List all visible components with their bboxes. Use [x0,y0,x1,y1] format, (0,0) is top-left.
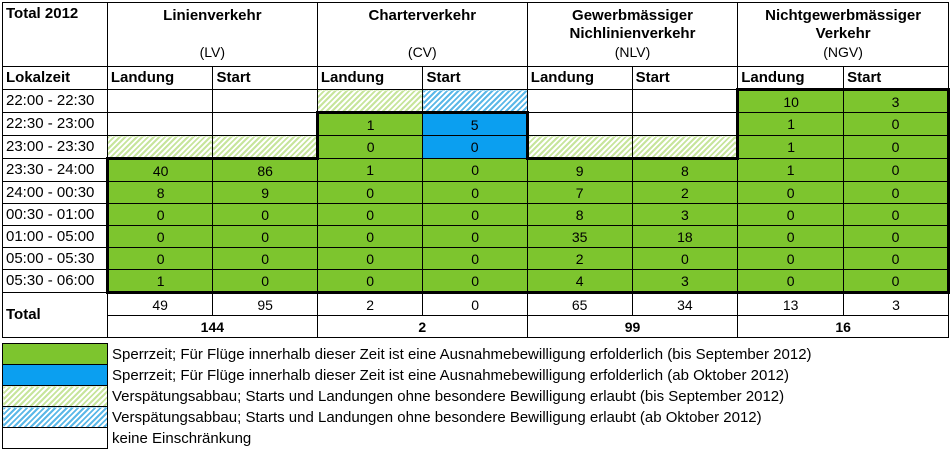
table-cell: 7 [527,182,632,204]
table-cell [632,90,738,113]
table-cell: 0 [423,270,527,293]
table-cell: 0 [844,182,949,204]
table-row [3,182,949,204]
category-lv [107,3,317,67]
table-cell: 0 [317,248,423,270]
time-slot: 05:30 - 06:00 [3,270,108,293]
table-cell [107,113,213,136]
category-cv [317,3,527,67]
category-cv-abbr: (CV) [407,44,437,60]
table-cell: 8 [527,204,632,226]
table-row [3,204,949,226]
table-cell: 0 [844,113,949,136]
table-cell [527,113,632,136]
table-cell [213,90,317,113]
table-cell: 0 [107,248,213,270]
table-row [3,270,949,293]
table-cell: 3 [632,270,738,293]
time-slot: 22:30 - 23:00 [3,113,108,136]
time-slot: 01:00 - 05:00 [3,226,108,248]
table-cell: 9 [213,182,317,204]
table-row [3,113,949,136]
sum-ngv: 16 [738,316,949,338]
table-cell: 5 [423,113,527,136]
table-cell: 0 [107,226,213,248]
legend-item [3,386,813,407]
table-cell: 8 [107,182,213,204]
table-cell [632,136,738,159]
legend-text: keine Einschränkung [112,429,252,447]
table-cell: 0 [213,248,317,270]
table-cell: 0 [423,204,527,226]
table-cell [423,90,527,113]
time-slot: 00:30 - 01:00 [3,204,108,226]
category-ngv-name: Nichtgewerbmässiger Verkehr [765,7,922,42]
legend-item [3,407,813,428]
table-cell: 0 [423,159,527,182]
legend-swatch-hatched-green [3,386,108,407]
table-cell: 0 [423,248,527,270]
table-cell [107,136,213,159]
total-cell: 2 [317,293,423,316]
column-header-start: Start [213,67,317,90]
sum-cv: 2 [317,316,527,338]
table-cell [527,136,632,159]
table-cell: 3 [632,204,738,226]
table-cell: 35 [527,226,632,248]
table-cell: 3 [844,90,949,113]
table-cell: 0 [632,248,738,270]
category-lv-name: Linienverkehr [163,7,262,24]
table-cell: 0 [844,226,949,248]
table-cell: 10 [738,90,844,113]
column-header-start: Start [632,67,738,90]
table-cell: 1 [738,136,844,159]
column-header-landung: Landung [107,67,213,90]
table-cell: 0 [738,248,844,270]
table-row [3,159,949,182]
legend-swatch-hatched-blue [3,407,108,428]
sum-lv: 144 [107,316,317,338]
legend-item [3,428,813,449]
legend-swatch-white [3,428,108,449]
table-cell: 0 [317,136,423,159]
table-cell [213,136,317,159]
total-cell: 95 [213,293,317,316]
table-cell: 1 [107,270,213,293]
table-cell: 0 [738,182,844,204]
legend [2,343,813,449]
table-cell: 0 [844,159,949,182]
table-cell [317,90,423,113]
column-header-landung: Landung [527,67,632,90]
table-cell: 0 [213,204,317,226]
column-header-start: Start [844,67,949,90]
column-header-landung: Landung [317,67,423,90]
column-header-landung: Landung [738,67,844,90]
table-cell [213,113,317,136]
table-cell: 0 [738,270,844,293]
table-cell: 0 [423,182,527,204]
table-cell: 0 [213,226,317,248]
legend-item [3,344,813,365]
legend-item [3,365,813,386]
table-cell: 0 [844,204,949,226]
category-nlv-abbr: (NLV) [614,44,651,60]
time-column-header: Lokalzeit [3,67,108,90]
table-cell: 1 [317,113,423,136]
legend-text: Verspätungsabbau; Starts und Landungen ohne besondere Bewilligung erlaubt (bis September 2012) [112,387,785,405]
table-cell: 0 [844,270,949,293]
total-label: Total [3,293,108,338]
table-cell: 1 [317,159,423,182]
table-cell: 0 [738,226,844,248]
table-cell: 0 [844,136,949,159]
category-nlv-name: Gewerbmässiger Nichlinienverkehr [569,7,696,42]
category-cv-name: Charterverkehr [368,7,477,24]
table-cell: 18 [632,226,738,248]
table-cell: 1 [738,113,844,136]
table-cell: 0 [317,182,423,204]
table-cell: 0 [423,136,527,159]
time-slot: 05:00 - 05:30 [3,248,108,270]
table-cell: 1 [738,159,844,182]
table-cell: 0 [738,204,844,226]
category-nlv [527,3,737,67]
table-cell [527,90,632,113]
table-cell [632,113,738,136]
time-slot: 24:00 - 00:30 [3,182,108,204]
legend-swatch-green [3,344,108,365]
total-cell: 65 [527,293,632,316]
total-cell: 0 [423,293,527,316]
table-cell: 4 [527,270,632,293]
time-slot: 22:00 - 22:30 [3,90,108,113]
total-cell: 49 [107,293,213,316]
table-cell: 2 [632,182,738,204]
table-cell: 2 [527,248,632,270]
table-cell: 0 [317,204,423,226]
total-cell: 34 [632,293,738,316]
category-ngv-abbr: (NGV) [823,44,863,60]
time-slot: 23:30 - 24:00 [3,159,108,182]
table-cell: 0 [317,226,423,248]
category-ngv [738,3,949,67]
legend-text: Verspätungsabbau; Starts und Landungen ohne besondere Bewilligung erlaubt (ab Oktober 2012) [112,408,762,426]
table-cell: 8 [632,159,738,182]
table-cell: 0 [844,248,949,270]
table-cell: 0 [423,226,527,248]
legend-text: Sperrzeit; Für Flüge innerhalb dieser Zeit ist eine Ausnahmebewilligung erfolderlich (bis September 2012) [112,345,812,363]
table-cell: 40 [107,159,213,182]
table-cell: 0 [317,270,423,293]
table-row [3,226,949,248]
table-row [3,136,949,159]
total-cell: 3 [844,293,949,316]
table-row [3,248,949,270]
column-header-start: Start [423,67,527,90]
table-cell: 0 [107,204,213,226]
sums-row [3,316,949,338]
time-slot: 23:00 - 23:30 [3,136,108,159]
legend-text: Sperrzeit; Für Flüge innerhalb dieser Zeit ist eine Ausnahmebewilligung erfolderlich (ab Oktober 2012) [112,366,790,384]
corner-title: Total 2012 [3,3,108,67]
sum-nlv: 99 [527,316,737,338]
totals-row [3,293,949,316]
table-cell: 86 [213,159,317,182]
category-lv-abbr: (LV) [199,44,226,60]
table-row [3,90,949,113]
table-cell [107,90,213,113]
table-cell: 9 [527,159,632,182]
legend-swatch-blue [3,365,108,386]
table-cell: 0 [213,270,317,293]
night-flights-table [2,2,950,338]
total-cell: 13 [738,293,844,316]
